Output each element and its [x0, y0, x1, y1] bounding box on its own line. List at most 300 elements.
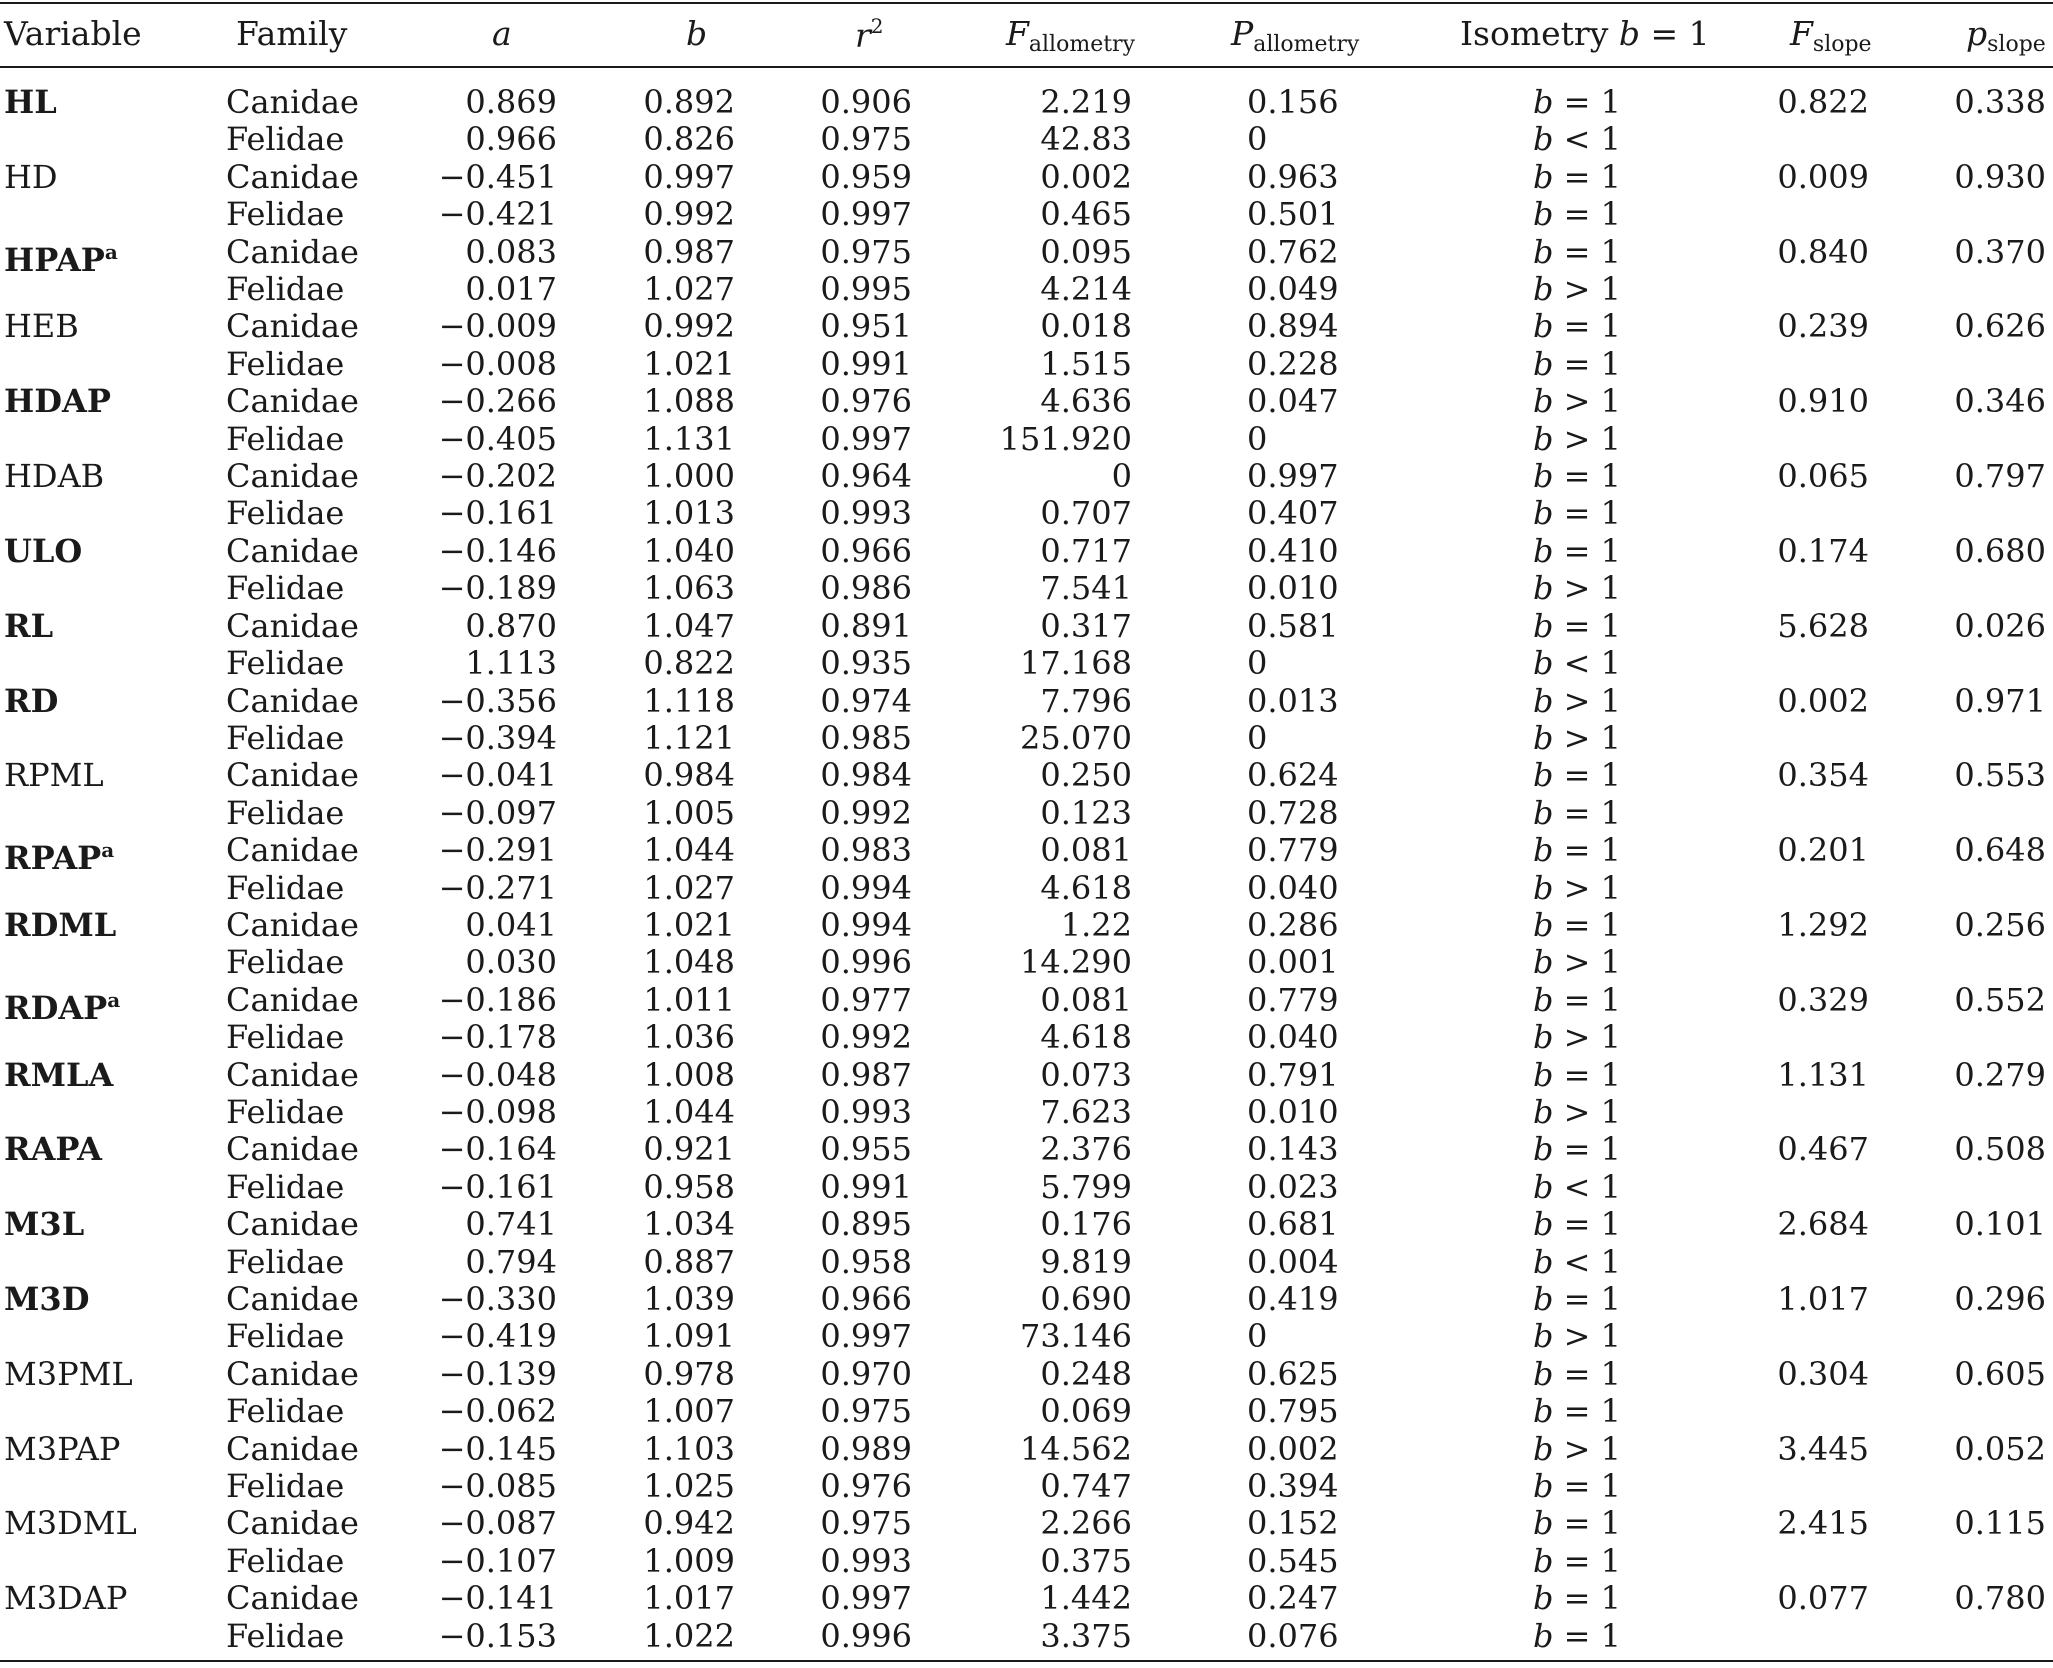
isometry-var: b	[1533, 1354, 1554, 1393]
f-allometry-cell: 73.146	[1020, 1317, 1132, 1356]
f-allometry-cell: 42.83	[1040, 120, 1132, 159]
f-allometry-cell: 151.920	[999, 419, 1132, 458]
variable-name: HDAB	[4, 457, 105, 496]
f-allometry-cell: 5.799	[1040, 1167, 1132, 1206]
f-slope-cell: 1.292	[1777, 905, 1869, 944]
isometry-cell	[1533, 645, 1621, 682]
p-slope-cell: 0.797	[1954, 457, 2046, 496]
r2-cell: 0.994	[820, 868, 912, 907]
f-allometry-cell: 0.250	[1040, 756, 1132, 795]
isometry-var: b	[1533, 980, 1554, 1019]
f-allometry-cell: 2.219	[1040, 83, 1132, 121]
f-allometry-cell: 0.069	[1040, 1392, 1132, 1431]
b-cell: 1.009	[643, 1541, 735, 1580]
table-row	[0, 196, 2053, 233]
p-allometry-cell: 0.795	[1247, 1392, 1339, 1431]
isometry-cell	[1533, 720, 1621, 757]
p-allometry-cell: 0	[1247, 419, 1268, 458]
family-cell: Canidae	[226, 157, 359, 196]
table-row	[0, 683, 2053, 720]
header-f-slope	[1790, 14, 1872, 57]
a-cell: −0.008	[438, 344, 557, 383]
f-allometry-cell: 0.176	[1040, 1205, 1132, 1244]
table-row	[0, 1431, 2053, 1468]
r2-cell: 0.997	[820, 1317, 912, 1356]
variable-name: RPAP	[4, 839, 102, 878]
isometry-var: b	[1533, 718, 1554, 757]
a-cell: −0.405	[438, 419, 557, 458]
f-allometry-cell: 0.018	[1040, 307, 1132, 346]
isometry-relation: = 1	[1563, 756, 1621, 795]
header-f-slope-sub: slope	[1812, 32, 1872, 57]
b-cell: 1.007	[643, 1392, 735, 1431]
table-row	[0, 1281, 2053, 1318]
header-p-slope	[1966, 14, 2046, 57]
variable-cell	[4, 1281, 89, 1318]
f-slope-cell: 0.822	[1777, 83, 1869, 121]
b-cell: 1.021	[643, 905, 735, 944]
p-slope-cell: 0.256	[1954, 905, 2046, 944]
a-cell: 0.741	[465, 1205, 557, 1244]
family-cell: Felidae	[226, 793, 345, 832]
isometry-cell	[1533, 907, 1621, 944]
p-slope-cell: 0.508	[1954, 1130, 2046, 1169]
f-slope-cell: 0.840	[1777, 232, 1869, 271]
p-allometry-cell: 0.779	[1247, 831, 1339, 870]
f-slope-cell: 1.131	[1777, 1055, 1869, 1094]
header-p-slope-base: p	[1966, 14, 1988, 53]
isometry-relation: = 1	[1563, 1392, 1621, 1431]
variable-cell	[4, 383, 111, 420]
isometry-relation: = 1	[1563, 905, 1621, 944]
isometry-relation: > 1	[1563, 382, 1621, 421]
table-row	[0, 346, 2053, 383]
p-slope-cell: 0.338	[1954, 83, 2046, 121]
header-isometry-eq: = 1	[1639, 14, 1710, 53]
family-cell: Canidae	[226, 606, 359, 645]
table-row	[0, 159, 2053, 196]
r2-cell: 0.991	[820, 344, 912, 383]
f-slope-cell: 1.017	[1777, 1280, 1869, 1318]
isometry-relation: > 1	[1563, 1429, 1621, 1468]
b-cell: 1.048	[643, 943, 735, 982]
b-cell: 1.005	[643, 793, 735, 832]
isometry-var: b	[1533, 1541, 1554, 1580]
f-allometry-cell: 4.618	[1040, 868, 1132, 907]
p-allometry-cell: 0.228	[1247, 344, 1339, 383]
table-row	[0, 1244, 2053, 1281]
f-slope-cell: 0.201	[1777, 831, 1869, 870]
f-slope-cell: 0.239	[1777, 307, 1869, 346]
f-slope-cell: 0.304	[1777, 1354, 1869, 1393]
p-slope-cell: 0.296	[1954, 1280, 2046, 1318]
r2-cell: 0.975	[820, 1504, 912, 1543]
p-allometry-cell: 0.728	[1247, 793, 1339, 832]
b-cell: 0.992	[643, 307, 735, 346]
header-r2-sup: 2	[870, 14, 884, 38]
p-allometry-cell: 0.545	[1247, 1541, 1339, 1580]
table-row	[0, 421, 2053, 458]
isometry-cell	[1533, 495, 1621, 532]
isometry-relation: = 1	[1563, 793, 1621, 832]
variable-cell	[4, 159, 58, 196]
header-p-allometry-sub: allometry	[1253, 32, 1360, 57]
header-r2-base: r	[855, 16, 871, 55]
f-allometry-cell: 0.717	[1040, 531, 1132, 570]
r2-cell: 0.993	[820, 1541, 912, 1580]
b-cell: 1.118	[643, 681, 735, 720]
isometry-cell	[1533, 1618, 1621, 1655]
b-cell: 1.103	[643, 1429, 735, 1468]
p-allometry-cell: 0.581	[1247, 606, 1339, 645]
isometry-relation: = 1	[1563, 307, 1621, 346]
r2-cell: 0.997	[820, 195, 912, 234]
r2-cell: 0.995	[820, 270, 912, 309]
family-cell: Felidae	[226, 1242, 345, 1281]
b-cell: 1.044	[643, 1092, 735, 1131]
table-row	[0, 907, 2053, 944]
table-row	[0, 1318, 2053, 1355]
p-allometry-cell: 0.001	[1247, 943, 1339, 982]
a-cell: −0.421	[438, 195, 557, 234]
family-cell: Felidae	[226, 195, 345, 234]
family-cell: Canidae	[226, 905, 359, 944]
isometry-cell	[1533, 1580, 1621, 1617]
variable-name: ULO	[4, 531, 83, 570]
isometry-var: b	[1533, 905, 1554, 944]
isometry-cell	[1533, 84, 1621, 121]
isometry-relation: = 1	[1563, 1579, 1621, 1618]
isometry-relation: = 1	[1563, 157, 1621, 196]
isometry-relation: = 1	[1563, 232, 1621, 271]
r2-cell: 0.993	[820, 1092, 912, 1131]
variable-name: HPAP	[4, 240, 105, 279]
r2-cell: 0.970	[820, 1354, 912, 1393]
isometry-var: b	[1533, 1167, 1554, 1206]
isometry-cell	[1533, 982, 1621, 1019]
b-cell: 1.027	[643, 868, 735, 907]
p-allometry-cell: 0.047	[1247, 382, 1339, 421]
p-allometry-cell: 0.681	[1247, 1205, 1339, 1244]
p-slope-cell: 0.101	[1954, 1205, 2046, 1244]
f-allometry-cell: 9.819	[1040, 1242, 1132, 1281]
f-allometry-cell: 0.081	[1040, 980, 1132, 1019]
variable-cell	[4, 1206, 84, 1243]
variable-cell	[4, 458, 104, 495]
isometry-cell	[1533, 1318, 1621, 1355]
f-allometry-cell: 2.266	[1040, 1504, 1132, 1543]
isometry-relation: = 1	[1563, 83, 1621, 121]
variable-cell	[4, 608, 53, 645]
isometry-var: b	[1533, 1429, 1554, 1468]
f-allometry-cell: 0	[1111, 457, 1132, 496]
table-row	[0, 1618, 2053, 1655]
p-slope-cell: 0.279	[1954, 1055, 2046, 1094]
a-cell: 0.083	[465, 232, 557, 271]
p-slope-cell: 0.052	[1954, 1429, 2046, 1468]
variable-cell	[4, 533, 82, 570]
isometry-cell	[1533, 570, 1621, 607]
family-cell: Felidae	[226, 943, 345, 982]
isometry-relation: = 1	[1563, 195, 1621, 234]
variable-cell	[4, 1505, 137, 1542]
p-allometry-cell: 0.143	[1247, 1130, 1339, 1169]
f-slope-cell: 0.329	[1777, 980, 1869, 1019]
isometry-var: b	[1533, 419, 1554, 458]
table-row	[0, 757, 2053, 794]
r2-cell: 0.976	[820, 382, 912, 421]
family-cell: Canidae	[226, 83, 359, 121]
footnote-marker: a	[101, 838, 115, 863]
isometry-cell	[1533, 795, 1621, 832]
f-slope-cell: 3.445	[1777, 1429, 1869, 1468]
p-allometry-cell: 0	[1247, 644, 1268, 683]
f-allometry-cell: 17.168	[1020, 644, 1132, 683]
table-row	[0, 570, 2053, 607]
isometry-relation: = 1	[1563, 831, 1621, 870]
b-cell: 0.992	[643, 195, 735, 234]
a-cell: −0.048	[438, 1055, 557, 1094]
b-cell: 1.027	[643, 270, 735, 309]
header-a: a	[492, 14, 512, 53]
f-slope-cell: 0.009	[1777, 157, 1869, 196]
b-cell: 1.131	[643, 419, 735, 458]
isometry-cell	[1533, 458, 1621, 495]
p-allometry-cell: 0.023	[1247, 1167, 1339, 1206]
family-cell: Canidae	[226, 1130, 359, 1169]
header-p-allometry	[1231, 14, 1359, 57]
variable-name: RAPA	[4, 1130, 102, 1169]
isometry-relation: = 1	[1563, 1130, 1621, 1169]
p-allometry-cell: 0.152	[1247, 1504, 1339, 1543]
a-cell: −0.178	[438, 1018, 557, 1057]
p-allometry-cell: 0.394	[1247, 1467, 1339, 1506]
variable-name: M3DML	[4, 1504, 137, 1543]
isometry-var: b	[1533, 120, 1554, 159]
a-cell: 0.017	[465, 270, 557, 309]
family-cell: Canidae	[226, 1280, 359, 1318]
a-cell: −0.097	[438, 793, 557, 832]
f-allometry-cell: 0.375	[1040, 1541, 1132, 1580]
table-row	[0, 232, 2053, 279]
a-cell: 0.966	[465, 120, 557, 159]
a-cell: −0.098	[438, 1092, 557, 1131]
f-allometry-cell: 0.123	[1040, 793, 1132, 832]
p-allometry-cell: 0.002	[1247, 1429, 1339, 1468]
isometry-var: b	[1533, 868, 1554, 907]
r2-cell: 0.987	[820, 1055, 912, 1094]
table-row	[0, 645, 2053, 682]
family-cell: Felidae	[226, 1167, 345, 1206]
f-slope-cell: 2.684	[1777, 1205, 1869, 1244]
f-allometry-cell: 1.515	[1040, 344, 1132, 383]
table-row	[0, 980, 2053, 1027]
p-allometry-cell: 0.625	[1247, 1354, 1339, 1393]
b-cell: 0.958	[643, 1167, 735, 1206]
isometry-var: b	[1533, 1504, 1554, 1543]
a-cell: −0.330	[438, 1280, 557, 1318]
variable-cell	[4, 1431, 120, 1468]
family-cell: Felidae	[226, 644, 345, 683]
variable-name: RPML	[4, 756, 104, 795]
a-cell: −0.087	[438, 1504, 557, 1543]
r2-cell: 0.992	[820, 793, 912, 832]
b-cell: 1.121	[643, 718, 735, 757]
footnote-marker: a	[104, 239, 118, 264]
isometry-relation: = 1	[1563, 1055, 1621, 1094]
a-cell: 0.794	[465, 1242, 557, 1281]
variable-name: RL	[4, 606, 54, 645]
variable-cell	[4, 1057, 113, 1094]
p-allometry-cell: 0.501	[1247, 195, 1339, 234]
b-cell: 0.921	[643, 1130, 735, 1169]
isometry-var: b	[1533, 270, 1554, 309]
isometry-var: b	[1533, 1579, 1554, 1618]
family-cell: Canidae	[226, 831, 359, 870]
a-cell: −0.451	[438, 157, 557, 196]
family-cell: Canidae	[226, 457, 359, 496]
variable-name: RDAP	[4, 988, 108, 1027]
variable-name: M3PML	[4, 1354, 133, 1393]
b-cell: 0.987	[643, 232, 735, 271]
r2-cell: 0.958	[820, 1242, 912, 1281]
p-allometry-cell: 0.040	[1247, 1018, 1339, 1057]
isometry-cell	[1533, 1393, 1621, 1430]
f-allometry-cell: 7.623	[1040, 1092, 1132, 1131]
p-allometry-cell: 0.004	[1247, 1242, 1339, 1281]
isometry-var: b	[1533, 756, 1554, 795]
a-cell: −0.266	[438, 382, 557, 421]
a-cell: 0.041	[465, 905, 557, 944]
a-cell: −0.419	[438, 1317, 557, 1356]
family-cell: Canidae	[226, 232, 359, 271]
table-row	[0, 1057, 2053, 1094]
isometry-relation: = 1	[1563, 344, 1621, 383]
p-allometry-cell: 0.010	[1247, 569, 1339, 608]
p-allometry-cell: 0.049	[1247, 270, 1339, 309]
b-cell: 1.044	[643, 831, 735, 870]
header-isometry-text: Isometry	[1460, 14, 1619, 53]
b-cell: 1.013	[643, 494, 735, 533]
r2-cell: 0.977	[820, 980, 912, 1019]
table-row	[0, 1505, 2053, 1542]
p-allometry-cell: 0.013	[1247, 681, 1339, 720]
a-cell: −0.153	[438, 1616, 557, 1655]
f-allometry-cell: 4.636	[1040, 382, 1132, 421]
table-row	[0, 720, 2053, 757]
f-allometry-cell: 0.248	[1040, 1354, 1132, 1393]
f-allometry-cell: 14.290	[1020, 943, 1132, 982]
r2-cell: 0.976	[820, 1467, 912, 1506]
isometry-var: b	[1533, 1130, 1554, 1169]
r2-cell: 0.991	[820, 1167, 912, 1206]
f-allometry-cell: 1.442	[1040, 1579, 1132, 1618]
isometry-var: b	[1533, 494, 1554, 533]
family-cell: Canidae	[226, 1354, 359, 1393]
b-cell: 0.984	[643, 756, 735, 795]
b-cell: 0.892	[643, 83, 735, 121]
isometry-var: b	[1533, 644, 1554, 683]
isometry-relation: < 1	[1563, 120, 1621, 159]
family-cell: Felidae	[226, 120, 345, 159]
table-bottom-rule	[0, 1660, 2053, 1662]
r2-cell: 0.895	[820, 1205, 912, 1244]
a-cell: −0.085	[438, 1467, 557, 1506]
p-slope-cell: 0.930	[1954, 157, 2046, 196]
f-slope-cell: 5.628	[1777, 606, 1869, 645]
variable-cell	[4, 683, 58, 720]
isometry-relation: = 1	[1563, 1541, 1621, 1580]
isometry-relation: > 1	[1563, 270, 1621, 309]
header-f-allometry	[1006, 14, 1135, 57]
b-cell: 1.025	[643, 1467, 735, 1506]
b-cell: 1.022	[643, 1616, 735, 1655]
isometry-relation: = 1	[1563, 980, 1621, 1019]
table-row	[0, 1131, 2053, 1168]
variable-name: HEB	[4, 307, 79, 346]
p-allometry-cell: 0.997	[1247, 457, 1339, 496]
isometry-cell	[1533, 383, 1621, 420]
f-allometry-cell: 4.618	[1040, 1018, 1132, 1057]
header-variable: Variable	[4, 14, 142, 53]
p-allometry-cell: 0	[1247, 120, 1268, 159]
header-f-slope-base: F	[1790, 14, 1813, 53]
isometry-cell	[1533, 1468, 1621, 1505]
family-cell: Canidae	[226, 382, 359, 421]
family-cell: Felidae	[226, 1317, 345, 1356]
b-cell: 1.039	[643, 1280, 735, 1318]
r2-cell: 0.986	[820, 569, 912, 608]
p-allometry-cell: 0.791	[1247, 1055, 1339, 1094]
isometry-relation: = 1	[1563, 1504, 1621, 1543]
b-cell: 0.997	[643, 157, 735, 196]
a-cell: 0.030	[465, 943, 557, 982]
p-slope-cell: 0.780	[1954, 1579, 2046, 1618]
table-row	[0, 458, 2053, 495]
isometry-var: b	[1533, 1280, 1554, 1318]
b-cell: 1.047	[643, 606, 735, 645]
table-row	[0, 795, 2053, 832]
f-allometry-cell: 0.707	[1040, 494, 1132, 533]
family-cell: Canidae	[226, 1579, 359, 1618]
variable-name: M3D	[4, 1280, 90, 1318]
table-row	[0, 1094, 2053, 1131]
r2-cell: 0.975	[820, 1392, 912, 1431]
isometry-cell	[1533, 308, 1621, 345]
isometry-relation: = 1	[1563, 494, 1621, 533]
isometry-var: b	[1533, 1317, 1554, 1356]
b-cell: 0.887	[643, 1242, 735, 1281]
p-allometry-cell: 0.010	[1247, 1092, 1339, 1131]
table-row	[0, 84, 2053, 121]
table-row	[0, 1468, 2053, 1505]
isometry-var: b	[1533, 1242, 1554, 1281]
a-cell: −0.009	[438, 307, 557, 346]
variable-name: HL	[4, 83, 57, 121]
isometry-cell	[1533, 1169, 1621, 1206]
f-allometry-cell: 0.747	[1040, 1467, 1132, 1506]
r2-cell: 0.959	[820, 157, 912, 196]
header-f-allometry-base: F	[1006, 14, 1029, 53]
f-allometry-cell: 2.376	[1040, 1130, 1132, 1169]
p-slope-cell: 0.648	[1954, 831, 2046, 870]
a-cell: −0.146	[438, 531, 557, 570]
r2-cell: 0.983	[820, 831, 912, 870]
a-cell: −0.164	[438, 1130, 557, 1169]
family-cell: Felidae	[226, 270, 345, 309]
variable-cell	[4, 1580, 127, 1617]
f-allometry-cell: 14.562	[1020, 1429, 1132, 1468]
